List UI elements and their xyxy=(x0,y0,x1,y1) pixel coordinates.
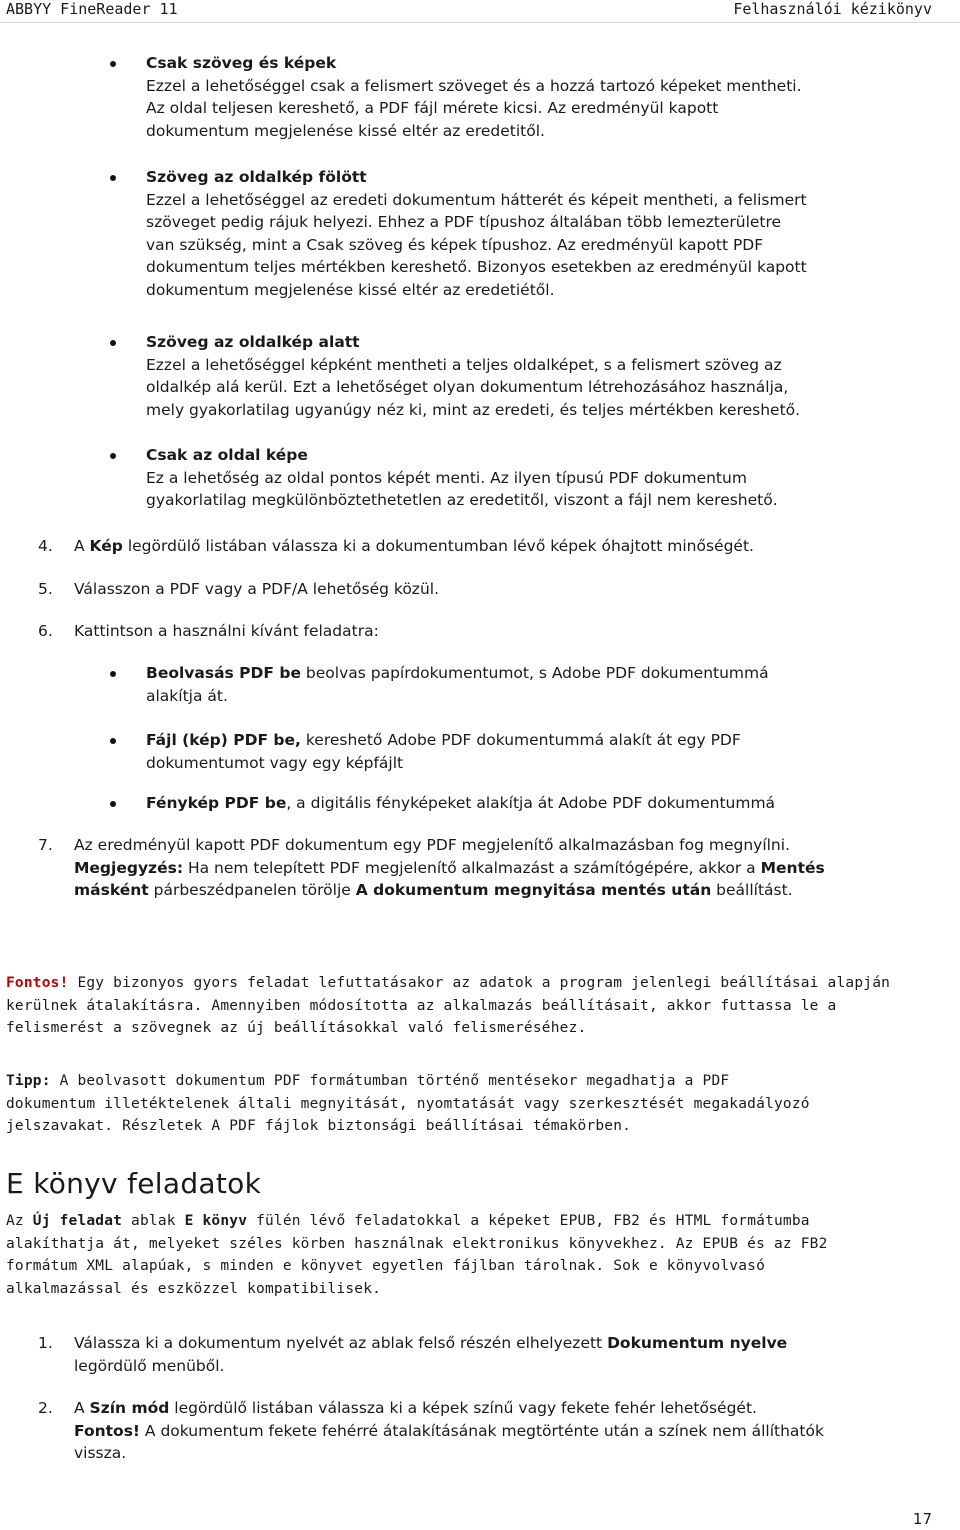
bullet-icon xyxy=(110,61,116,67)
list-item xyxy=(0,729,960,774)
intro-text-part: ablak xyxy=(122,1213,185,1229)
bullet-icon xyxy=(110,671,116,677)
ui-term: másként xyxy=(74,881,149,899)
step-number: 2. xyxy=(38,1399,53,1417)
ui-term: Fénykép PDF be xyxy=(146,794,287,812)
bullet-text: alakítja át. xyxy=(146,686,228,705)
section-intro xyxy=(0,1210,960,1300)
bullet-text-part: , a digitális fényképeket alakítja át Adobe PDF dokumentummá xyxy=(286,794,776,812)
bullet-icon xyxy=(110,175,116,181)
bullet-text: szöveget pedig rájuk helyezi. Ehhez a PDF típushoz általában több lemezterületre xyxy=(146,213,782,231)
ui-term: Fájl (kép) PDF be, xyxy=(146,731,301,749)
step-text xyxy=(74,1420,920,1443)
bullet-icon xyxy=(110,738,116,744)
bullet-text: oldalkép alá kerül. Ezt a lehetőséget olyan dokumentum létrehozásához használja, xyxy=(146,378,789,396)
step-text: vissza. xyxy=(74,1444,127,1462)
tip-text-part: A beolvasott dokumentum PDF formátumban történő mentésekor megadhatja a PDF xyxy=(50,1073,730,1089)
numbered-step xyxy=(0,834,960,902)
list-item xyxy=(0,792,960,815)
bullet-text: Ez a lehetőség az oldal pontos képét menti. Az ilyen típusú PDF dokumentum xyxy=(146,468,747,487)
bullet-text xyxy=(146,792,920,815)
page-header xyxy=(0,0,960,22)
bullet-text xyxy=(146,729,920,752)
ui-term: Kép xyxy=(89,537,123,555)
important-label: Fontos! xyxy=(74,1421,140,1440)
bullet-text: dokumentum teljes mértékben kereshető. Bizonyos esetekben az eredményül kapott xyxy=(146,258,807,276)
note-text: felismerést a szövegnek az új beállításokkal való felismeréséhez. xyxy=(6,1020,587,1036)
bullet-text: van szükség, mint a Csak szöveg és képek típushoz. Az eredményül kapott PDF xyxy=(146,235,764,254)
ui-term: Dokumentum nyelve xyxy=(607,1334,788,1352)
ui-term: Mentés xyxy=(760,858,825,877)
tip-text xyxy=(6,1070,950,1093)
ui-term: Beolvasás PDF be xyxy=(146,664,301,682)
list-item xyxy=(0,52,960,142)
numbered-step xyxy=(0,1397,960,1465)
bullet-title: Szöveg az oldalkép fölött xyxy=(146,168,367,186)
tip-note xyxy=(0,1070,960,1138)
note-label: Megjegyzés: xyxy=(74,858,184,877)
ui-term: E könyv xyxy=(184,1213,248,1229)
step-text: Kattintson a használni kívánt feladatra: xyxy=(74,622,379,640)
list-item xyxy=(0,331,960,421)
bullet-title: Csak szöveg és képek xyxy=(146,54,337,72)
important-label: Fontos! xyxy=(6,975,69,991)
bullet-icon xyxy=(110,453,116,459)
step-text-part: legördülő listában válassza ki a képek színű vagy fekete fehér lehetőségét. xyxy=(169,1399,757,1417)
step-text xyxy=(0,535,960,558)
bullet-icon xyxy=(110,801,116,807)
intro-text-part: fülén lévő feladatokkal a képeket EPUB, FB2 és HTML formátumba xyxy=(247,1213,810,1229)
bullet-text: dokumentum megjelenése kissé eltér az eredetiétől. xyxy=(146,280,555,299)
list-item xyxy=(0,166,960,301)
header-title: ABBYY FineReader 11 xyxy=(6,0,178,18)
tip-text: dokumentum illetéktelenek általi megnyitását, nyomtatását vagy szerkesztését megakadályozó xyxy=(6,1095,810,1112)
bullet-text-part: kereshető Adobe PDF dokumentummá alakít át egy PDF xyxy=(300,731,741,749)
bullet-text: Az oldal teljesen kereshető, a PDF fájl mérete kicsi. Az eredményül kapott xyxy=(146,99,719,117)
bullet-text xyxy=(146,662,920,685)
bullet-title: Csak az oldal képe xyxy=(146,446,308,464)
intro-text: alakíthatja át, melyeket széles körben használnak elektronikus könyvekhez. Az EPUB és az FB2 xyxy=(6,1235,828,1252)
step-number: 6. xyxy=(38,622,53,640)
ui-term: Új feladat xyxy=(32,1213,123,1229)
step-number: 5. xyxy=(38,580,53,598)
important-note xyxy=(0,972,960,1040)
step-text-part: legördülő listában válassza ki a dokumentumban lévő képek óhajtott minőségét. xyxy=(122,537,754,555)
intro-text-part: Az xyxy=(6,1213,33,1229)
intro-text: formátum XML alapúak, s minden e könyvet egyetlen fájlban tárolnak. Sok e könyvolvasó xyxy=(6,1258,766,1274)
section-heading: E könyv feladatok xyxy=(6,1167,262,1200)
ui-term: Szín mód xyxy=(89,1399,170,1417)
step-text: legördülő menüből. xyxy=(74,1356,225,1375)
note-text xyxy=(6,972,950,995)
tip-label: Tipp: xyxy=(6,1073,51,1089)
bullet-title: Szöveg az oldalkép alatt xyxy=(146,333,360,351)
note-text-part: beállítást. xyxy=(711,881,793,899)
note-text: kerülnek átalakításra. Amennyiben módosította az alkalmazás beállításait, akkor futtassa le a xyxy=(6,997,837,1014)
list-item xyxy=(0,662,960,707)
numbered-step xyxy=(0,620,960,643)
step-text-part: A xyxy=(74,1399,90,1417)
bullet-icon xyxy=(110,340,116,346)
intro-text xyxy=(6,1210,950,1233)
numbered-step xyxy=(0,578,960,601)
step-number: 7. xyxy=(38,836,53,854)
step-text xyxy=(74,1332,920,1355)
step-number: 4. xyxy=(38,537,53,555)
step-text: Válasszon a PDF vagy a PDF/A lehetőség közül. xyxy=(74,580,439,598)
bullet-text: Ezzel a lehetőséggel képként mentheti a teljes oldalképet, s a felismert szöveg az xyxy=(146,355,782,374)
bullet-text: Ezzel a lehetőséggel az eredeti dokumentum hátterét és képeit mentheti, a felismert xyxy=(146,190,807,209)
bullet-text-part: beolvas papírdokumentumot, s Adobe PDF dokumentummá xyxy=(300,664,769,682)
step-number: 1. xyxy=(38,1334,53,1352)
header-rule xyxy=(0,22,960,23)
numbered-step xyxy=(0,1332,960,1377)
bullet-text: dokumentumot vagy egy képfájlt xyxy=(146,753,404,772)
bullet-text: Ezzel a lehetőséggel csak a felismert szöveget és a hozzá tartozó képeket mentheti. xyxy=(146,76,802,95)
note-text-part: párbeszédpanelen törölje xyxy=(148,881,356,899)
note-text xyxy=(74,857,920,880)
note-text-part: Ha nem telepített PDF megjelenítő alkalmazást a számítógépére, akkor a xyxy=(183,858,761,877)
note-text-part: Egy bizonyos gyors feladat lefuttatásakor az adatok a program jelenlegi beállításai alapján xyxy=(68,975,891,991)
intro-text: alkalmazással és eszközzel kompatibilisek. xyxy=(6,1280,382,1297)
step-text-part: A dokumentum fekete fehérré átalakításának megtörténte után a színek nem állíthatók xyxy=(140,1421,824,1440)
bullet-text: gyakorlatilag megkülönböztethetetlen az eredetitől, viszont a fájl nem kereshető. xyxy=(146,491,778,509)
list-item xyxy=(0,444,960,512)
note-text xyxy=(74,879,920,902)
ui-term: A dokumentum megnyitása mentés után xyxy=(355,881,712,899)
page-number: 17 xyxy=(912,1510,932,1528)
header-subtitle: Felhasználói kézikönyv xyxy=(733,0,932,18)
step-text-part: Válassza ki a dokumentum nyelvét az ablak felső részén elhelyezett xyxy=(74,1334,608,1352)
tip-text: jelszavakat. Részletek A PDF fájlok biztonsági beállításai témakörben. xyxy=(6,1118,632,1134)
numbered-step xyxy=(0,535,960,558)
bullet-text: mely gyakorlatilag ugyanúgy néz ki, mint az eredeti, és teljes mértékben kereshető. xyxy=(146,400,801,419)
step-text: Az eredményül kapott PDF dokumentum egy PDF megjelenítő alkalmazásban fog megnyílni. xyxy=(74,836,790,854)
bullet-text: dokumentum megjelenése kissé eltér az eredetitől. xyxy=(146,121,545,140)
step-text-part: A xyxy=(74,537,90,555)
step-text xyxy=(74,1397,920,1420)
